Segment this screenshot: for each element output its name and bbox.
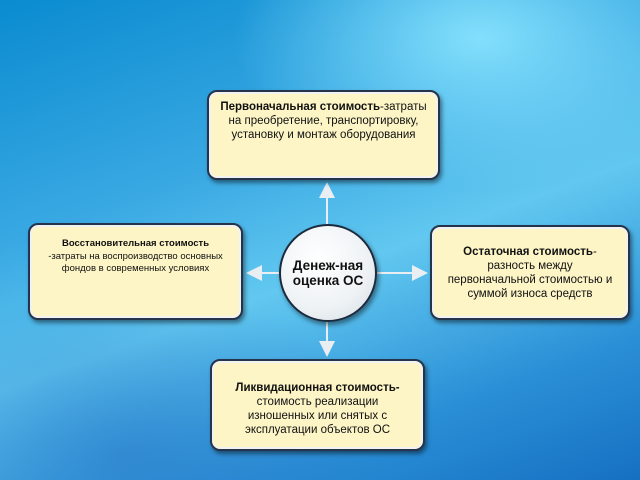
replacement-cost-box (28, 223, 243, 320)
residual-cost-box (430, 225, 630, 320)
residual-cost-title: Остаточная стоимость (463, 246, 593, 258)
initial-cost-title: Первоначальная стоимость (220, 101, 381, 113)
liquidation-cost-title: Ликвидационная стоимость- (235, 382, 400, 394)
liquidation-cost-text: стоимость реализации изношенных или снятых с эксплуатации объектов ОС (244, 396, 391, 436)
liquidation-cost-box (210, 359, 425, 451)
initial-cost-box (207, 90, 440, 180)
residual-cost-text: -разность между первоначальной стоимостью и суммой износа средств (447, 246, 613, 300)
monetary-valuation-label: Денеж-ная оценка ОС (292, 258, 364, 288)
replacement-cost-text: -затраты на воспроизводство основных фондов в современных условиях (48, 250, 223, 274)
initial-cost-text: -затраты на преобретение, транспортировку, установку и монтаж оборудования (228, 101, 427, 141)
monetary-valuation-circle (279, 224, 377, 322)
replacement-cost-title: Восстановительная стоимость (61, 238, 210, 249)
